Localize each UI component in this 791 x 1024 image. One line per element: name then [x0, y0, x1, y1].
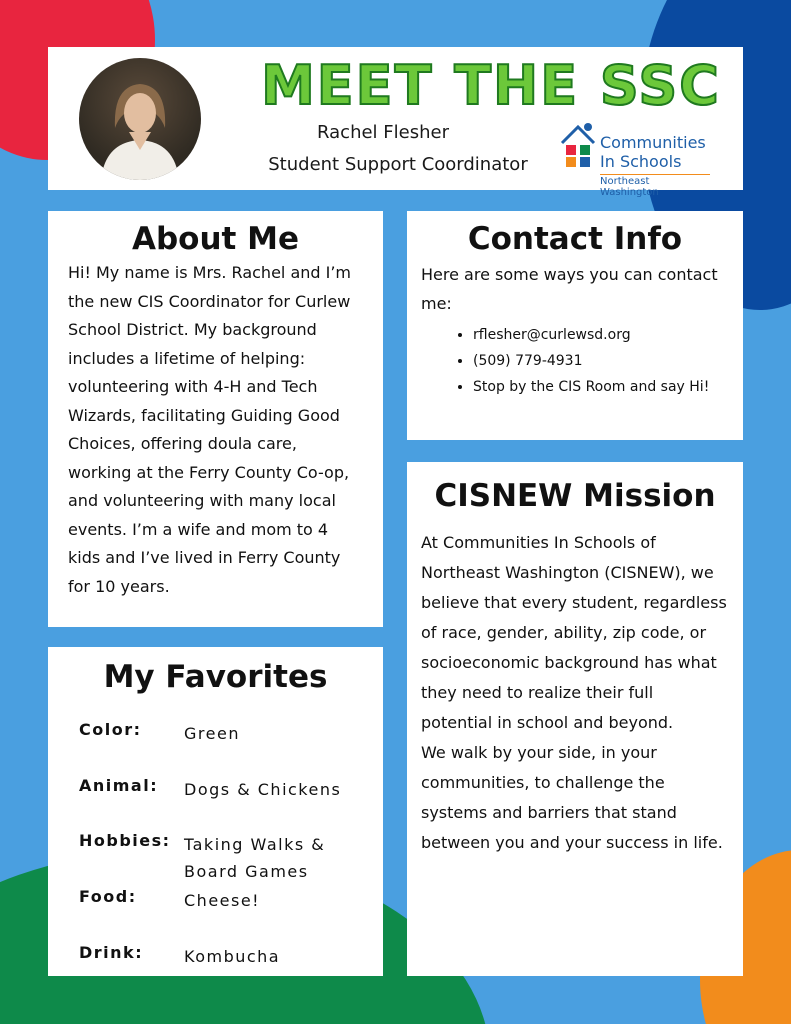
mission-body — [407, 514, 743, 858]
favorites-card — [48, 647, 383, 976]
logo-wordmark — [600, 133, 706, 171]
contact-visit: • Stop by the CIS Room and say Hi! — [473, 374, 743, 400]
coordinator-name: Rachel Flesher — [317, 122, 449, 143]
contact-email[interactable]: • rflesher@curlewsd.org — [473, 322, 743, 348]
logo-subtitle: Northeast Washington — [600, 174, 710, 198]
mission-card — [407, 462, 743, 976]
coordinator-role: Student Support Coordinator — [268, 154, 528, 175]
mission-paragraph-2: We walk by your side, in your communities, to challenge the systems and barriers that stand between you and your success in life. — [421, 743, 723, 852]
header-card — [48, 47, 743, 198]
about-card — [48, 211, 383, 627]
mission-heading: CISNEW Mission — [434, 478, 716, 514]
contact-phone[interactable]: • (509) 779-4931 — [473, 348, 743, 374]
contact-intro: Here are some ways you can contact me: — [421, 265, 718, 313]
mission-paragraph-1: At Communities In Schools of Northeast Washington (CISNEW), we believe that every student, regardless of race, gender, ability, zip code, or socioeconomic background has what they need to realize their full potential in school and beyond. — [421, 533, 727, 732]
favorite-label: Animal: — [79, 776, 159, 795]
cis-house-icon — [558, 121, 598, 169]
logo-line1: Communities — [600, 133, 706, 152]
favorites-heading: My Favorites — [103, 659, 328, 695]
favorite-value: Green — [184, 724, 240, 743]
about-body: Hi! My name is Mrs. Rachel and I’m the new CIS Coordinator for Curlew School District. My background includes a lifetime of helping: volunteering with 4-H and Tech Wizards, facilitating Guiding Good Choices, offering doula care, working at the Ferry County Co-op, and volunteering with many local events. I’m a wife and mom to 4 kids and I’ve lived in Ferry County for 10 years. — [68, 263, 352, 596]
favorite-value: Dogs & Chickens — [184, 780, 342, 799]
favorite-label: Color: — [79, 720, 142, 739]
favorite-label: Hobbies: — [79, 831, 171, 850]
about-heading: About Me — [131, 221, 300, 257]
page-title: MEET THE SSC — [261, 54, 721, 117]
logo-line2: In Schools — [600, 152, 682, 171]
portrait-image — [79, 58, 201, 180]
favorite-value: Kombucha — [184, 947, 281, 966]
contact-heading: Contact Info — [467, 221, 683, 257]
contact-card — [407, 211, 743, 440]
favorite-value: Cheese! — [184, 891, 261, 910]
favorite-label: Food: — [79, 887, 137, 906]
contact-list — [407, 322, 743, 400]
favorite-label: Drink: — [79, 943, 144, 962]
cis-logo — [558, 117, 728, 198]
avatar — [79, 58, 201, 180]
favorite-value: Taking Walks & Board Games — [184, 835, 326, 881]
